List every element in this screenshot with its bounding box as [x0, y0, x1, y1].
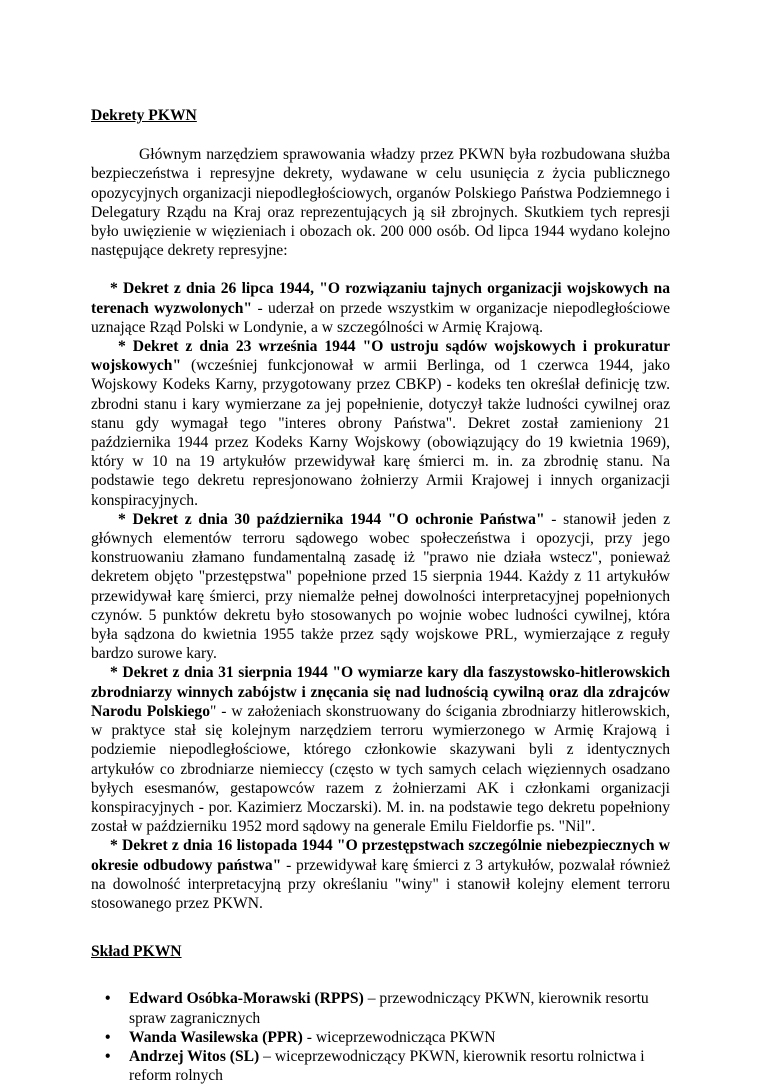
decree-text: " - w założeniach skonstruowany do ścigania zbrodniarzy hitlerowskich, w praktyce stał się kolejnym narzędziem terroru wymierzonego w Armię Krajową i podziemie niepodległościowe, którego członkowie skazywani byli z identycznych artykułów co zbrodniarze niemieccy (często w tych samych celach więziennych osadzano byłych esesmanów, gestapowców razem z żołnierzami AK i członkami organizacji konspiracyjnych - por. Kazimierz Moczarski). M. in. na podstawie tego dekretu popełniony został w październiku 1952 mord sądowy na generale Emilu Fieldorfie ps. "Nil".	[91, 702, 671, 836]
member-name: Wanda Wasilewska (PPR)	[129, 1028, 303, 1046]
intro-paragraph: Głównym narzędziem sprawowania władzy przez PKWN była rozbudowana służba bezpieczeństwa i represyjne dekrety, wydawane w celu usunięcia z życia publicznego opozycyjnych organizacji niepodległościowych, organów Polskiego Państwa Podziemnego i Delegatury Rządu na Kraj oraz reprezentujących ją sił zbrojnych. Skutkiem tych represji było uwięzienie w więzieniach i obozach ok. 200 000 osób. Od lipca 1944 wydano kolejno następujące dekrety represyjne:	[91, 146, 670, 260]
section-heading-dekrety: Dekrety PKWN	[91, 107, 197, 124]
decree-paragraph	[91, 836, 670, 913]
member-role: - wiceprzewodnicząca PKWN	[302, 1028, 496, 1046]
section-heading-sklad: Skład PKWN	[91, 943, 182, 961]
decree-text: - przewidywał karę śmierci z 3 artykułów, pozwalał również na dowolność interpretacyjną przy określaniu "winy" i stanowił kolejny element terroru stosowanego przez PKWN.	[91, 856, 670, 912]
document-page	[91, 106, 670, 1085]
list-item	[91, 989, 670, 1027]
decree-paragraph	[91, 337, 670, 510]
decrees-list	[91, 279, 670, 913]
decree-paragraph	[91, 510, 670, 664]
bullet-icon: •	[105, 1028, 111, 1046]
decree-title: * Dekret z dnia 23 września 1944 "O ustroju sądów wojskowych i prokuratur wojskowych"	[91, 338, 670, 375]
list-item	[91, 1028, 670, 1047]
member-name: Andrzej Witos (SL)	[129, 1047, 260, 1065]
decree-title: * Dekret z dnia 16 listopada 1944 "O przestępstwach szczególnie niebezpiecznych w okresie odbudowy państwa"	[91, 837, 670, 874]
bullet-icon: •	[105, 990, 111, 1008]
decree-text: (wcześniej funkcjonował w armii Berlinga, od 1 czerwca 1944, jako Wojskowy Kodeks Karny, przygotowany przez CBKP) - kodeks ten określał definicję tzw. zbrodni stanu i kary wymierzane za jej popełnienie, dotyczył także ludności cywilnej oraz stanu gdy wymagał tego "interes obrony Państwa". Dekret został zamieniony 21 października 1944 przez Kodeks Karny Wojskowy (obowiązujący do 19 kwietnia 1969), który w 10 na 19 artykułów przewidywał karę śmierci m. in. za zbrodnię stanu. Na podstawie tego dekretu represjonowano żołnierzy Armii Krajowej i innych organizacji konspiracyjnych.	[91, 357, 670, 509]
list-item	[91, 1047, 670, 1085]
decree-title: * Dekret z dnia 30 października 1944 "O ochronie Państwa"	[118, 510, 545, 528]
decree-title: * Dekret z dnia 31 sierpnia 1944 "O wymiarze kary dla faszystowsko-hitlerowskich zbrodniarzy winnych zabójstw i znęcania się nad ludnością cywilną oraz dla zdrajców Narodu Polskiego	[91, 664, 670, 720]
decree-text: - uderzał on przede wszystkim w organizacje niepodległościowe uznające Rząd Polski w Londynie, a w szczególności w Armię Krajową.	[91, 299, 671, 336]
members-list	[91, 989, 670, 1085]
member-role: – przewodniczący PKWN, kierownik resortu spraw zagranicznych	[129, 990, 649, 1027]
decree-paragraph	[91, 279, 670, 337]
decree-text: - stanowił jeden z głównych elementów terroru sądowego wobec społeczeństwa i opozycji, przy jego konstruowaniu złamano fundamentalną zasadę iż "prawo nie działa wstecz", ponieważ dekretem objęto "przestępstwa" popełnione przed 15 sierpnia 1944. Każdy z 11 artykułów przewidywał karę śmierci, przy niemalże pełnej dowolności interpretacyjnej popełnionych czynów. 5 punktów dekretu było stosowanych po wojnie wobec ludności cywilnej, która była sądzona do kwietnia 1955 także przez sądy wojskowe PRL, wymierzające z reguły bardzo surowe kary.	[91, 510, 670, 663]
member-role: – wiceprzewodniczący PKWN, kierownik resortu rolnictwa i reform rolnych	[129, 1047, 645, 1085]
bullet-icon: •	[105, 1047, 111, 1065]
decree-paragraph	[91, 663, 670, 836]
member-name: Edward Osóbka-Morawski (RPPS)	[129, 990, 364, 1008]
decree-title: * Dekret z dnia 26 lipca 1944, "O rozwiązaniu tajnych organizacji wojskowych na terenach wyzwolonych"	[91, 280, 670, 317]
